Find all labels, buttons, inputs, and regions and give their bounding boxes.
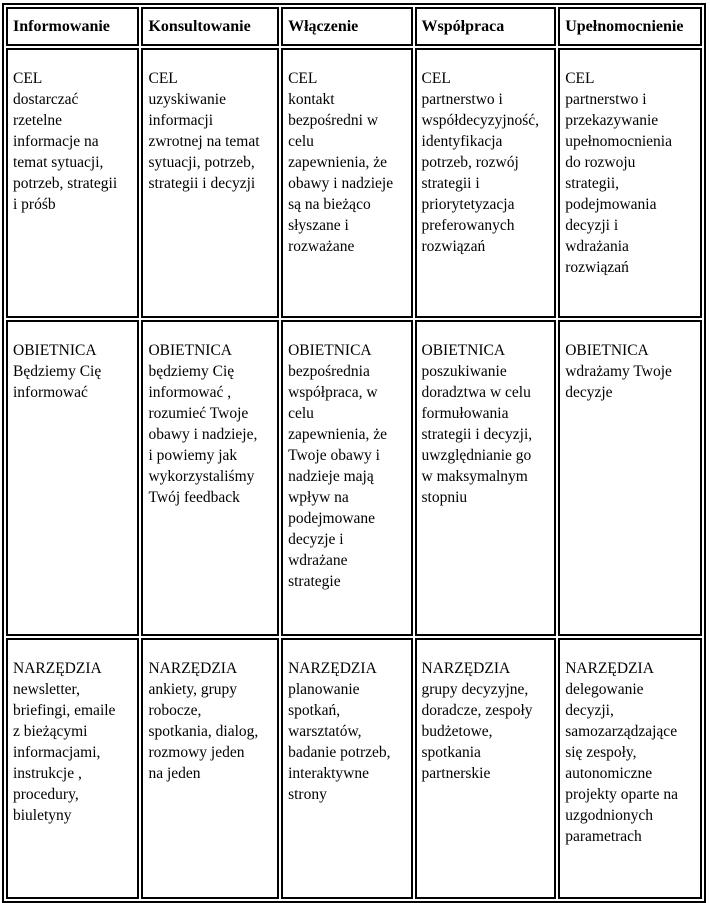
cell-text: ankiety, grupy robocze, spotkania, dialog, rozmowy jeden na jeden <box>148 681 259 782</box>
cell-text: dostarczać rzetelne informacje na temat sytuacji, potrzeb, strategii i próśb <box>13 91 118 213</box>
table-cell <box>281 320 412 636</box>
table-cell <box>415 48 557 318</box>
table-row-cel <box>6 48 702 318</box>
cell-row-label: NARZĘDZIA <box>288 660 377 677</box>
table-cell <box>141 48 279 318</box>
cell-row-label: NARZĘDZIA <box>565 660 654 677</box>
table-cell <box>558 48 702 318</box>
table-cell <box>6 638 139 899</box>
table-cell <box>558 638 702 899</box>
cell-text: newsletter, briefingi, emaile z bieżącymi informacjami, instrukcje , procedury, biuletyny <box>13 681 116 824</box>
cell-text: partnerstwo i przekazywanie upełnomocnienia do rozwoju strategii, podejmowania decyzji i wdrażania rozwiązań <box>565 91 672 276</box>
cell-text: grupy decyzyjne, doradcze, zespoły budżetowe, spotkania partnerskie <box>421 681 533 782</box>
header-cell-wlaczenie: Włączenie <box>281 7 412 46</box>
cell-text: będziemy Cię informować , rozumieć Twoje obawy i nadzieje, i powiemy jak wykorzystaliśmy Twój feedback <box>148 363 258 506</box>
cell-row-label: NARZĘDZIA <box>148 660 238 677</box>
cell-text: partnerstwo i współdecyzyjność, identyfikacja potrzeb, rozwój strategii i priorytetyzacja preferowanych rozwiązań <box>421 91 540 255</box>
table-cell <box>415 320 557 636</box>
table-row-obietnica <box>6 320 702 636</box>
cell-text: Będziemy Cię informować <box>13 363 102 401</box>
cell-text: delegowanie decyzji, samozarządzające się zespoły, autonomiczne projekty oparte na uzgodnionych parametrach <box>565 681 678 845</box>
cell-row-label: NARZĘDZIA <box>13 660 102 677</box>
cell-text: planowanie spotkań, warsztatów, badanie potrzeb, interaktywne strony <box>288 681 391 803</box>
table-cell <box>281 638 412 899</box>
table-cell <box>281 48 412 318</box>
cell-text: wdrażamy Twoje decyzje <box>565 363 672 401</box>
header-cell-konsultowanie: Konsultowanie <box>141 7 279 46</box>
table-cell <box>558 320 702 636</box>
cell-row-label: CEL <box>13 70 43 87</box>
table-cell <box>141 320 279 636</box>
header-cell-upelnomocnienie: Upełnomocnienie <box>558 7 702 46</box>
header-cell-informowanie: Informowanie <box>6 7 139 46</box>
table-cell <box>415 638 557 899</box>
table-cell <box>6 48 139 318</box>
table-cell <box>141 638 279 899</box>
cell-text: kontakt bezpośredni w celu zapewnienia, że obawy i nadzieje są na bieżąco słyszane i rozważane <box>288 91 394 255</box>
cell-row-label: OBIETNICA <box>421 342 506 359</box>
table-header-row <box>6 7 702 46</box>
cell-row-label: CEL <box>288 70 318 87</box>
cell-row-label: CEL <box>148 70 178 87</box>
header-cell-wspolpraca: Współpraca <box>415 7 557 46</box>
cell-row-label: OBIETNICA <box>148 342 233 359</box>
cell-row-label: OBIETNICA <box>288 342 372 359</box>
cell-row-label: OBIETNICA <box>13 342 97 359</box>
participation-table-container <box>2 3 706 903</box>
table-row-narzedzia <box>6 638 702 899</box>
cell-row-label: CEL <box>421 70 451 87</box>
cell-text: poszukiwanie doradztwa w celu formułowania strategii i decyzji, uwzględnianie go w maksymalnym stopniu <box>421 363 533 506</box>
cell-row-label: NARZĘDZIA <box>421 660 511 677</box>
participation-levels-table <box>2 3 706 903</box>
cell-text: uzyskiwanie informacji zwrotnej na temat sytuacji, potrzeb, strategii i decyzji <box>148 91 260 192</box>
cell-row-label: OBIETNICA <box>565 342 649 359</box>
table-cell <box>6 320 139 636</box>
cell-row-label: CEL <box>565 70 595 87</box>
cell-text: bezpośrednia współpraca, w celu zapewnienia, że Twoje obawy i nadzieje mają wpływ na podejmowane decyzje i wdrażane strategie <box>288 363 388 590</box>
